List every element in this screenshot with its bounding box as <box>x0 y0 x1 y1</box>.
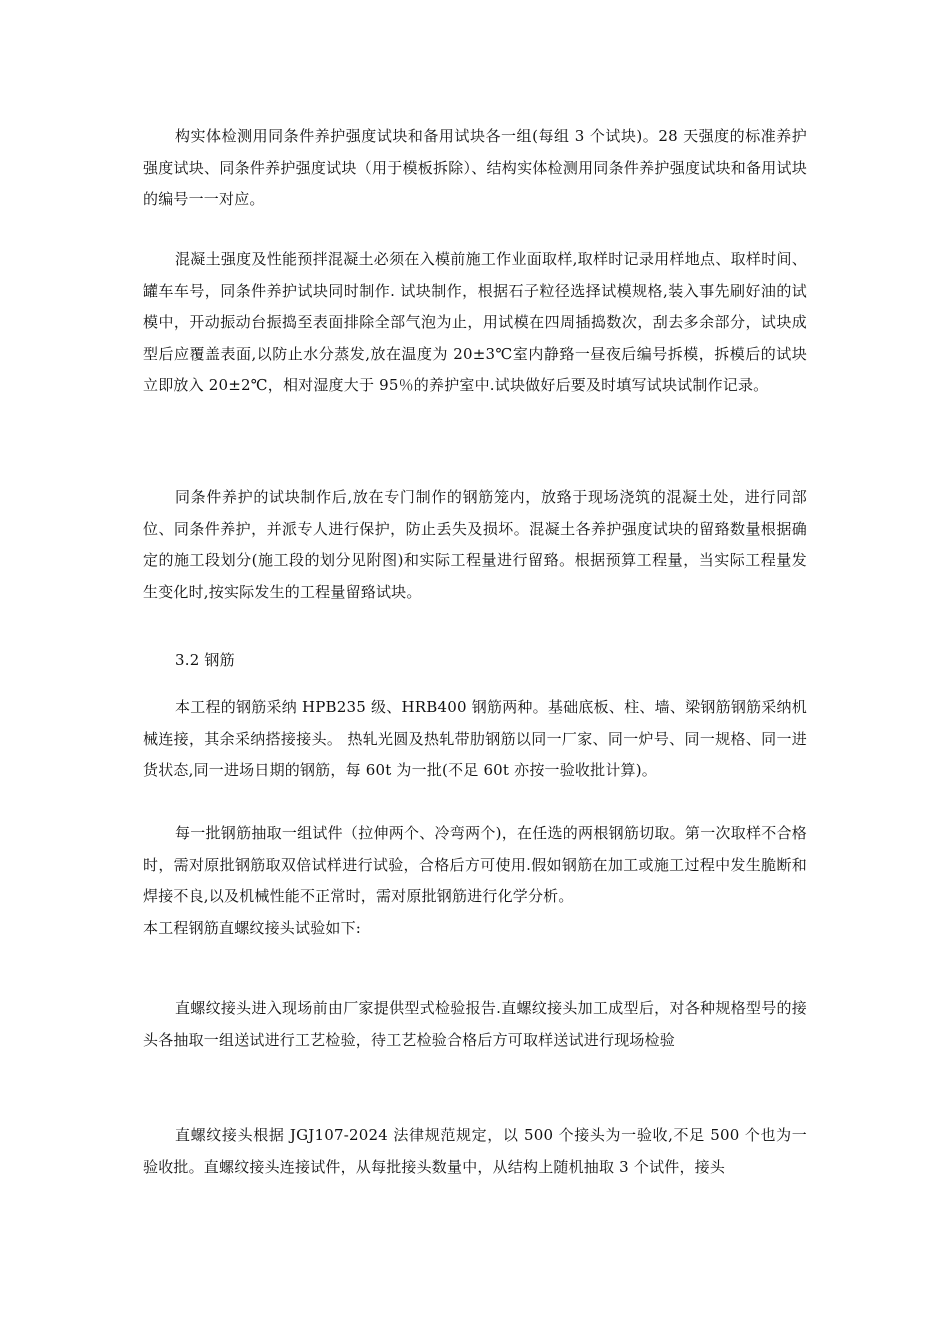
section-heading-rebar: 3.2 钢筋 <box>175 651 235 669</box>
paragraph-rebar-types: 本工程的钢筋采纳 HPB235 级、HRB400 钢筋两种。基础底板、柱、墙、梁钢筋钢筋采纳机械连接，其余采纳搭接接头。 热轧光圆及热轧带肋钢筋以同一厂家、同一炉号、同一规格、同一进货状态,同一进场日期的钢筋，每 60t 为一批(不足 60t 亦按一验收批计算)。 <box>143 698 807 779</box>
paragraph-same-condition-curing: 同条件养护的试块制作后,放在专门制作的钢筋笼内，放臵于现场浇筑的混凝土处，进行同部位、同条件养护，并派专人进行保护，防止丢失及损坏。混凝土各养护强度试块的留臵数量根据确定的施工段划分(施工段的划分见附图)和实际工程量进行留臵。根据预算工程量，当实际工程量发生变化时,按实际发生的工程量留臵试块。 <box>143 488 807 601</box>
paragraph-test-block-numbering: 构实体检测用同条件养护强度试块和备用试块各一组(每组 3 个试块)。28 天强度的标准养护强度试块、同条件养护强度试块（用于模板拆除）、结构实体检测用同条件养护强度试块和备用试块的编号一一对应。 <box>143 127 807 208</box>
paragraph-thread-joint-batch: 直螺纹接头根据 JGJ107-2024 法律规范规定，以 500 个接头为一验收,不足 500 个也为一验收批。直螺纹接头连接试件，从每批接头数量中，从结构上随机抽取 3 个试件，接头 <box>143 1126 807 1176</box>
paragraph-thread-joint-intro: 本工程钢筋直螺纹接头试验如下: <box>143 919 362 937</box>
paragraph-rebar-sampling: 每一批钢筋抽取一组试件（拉伸两个、冷弯两个)，在任选的两根钢筋切取。第一次取样不合格时，需对原批钢筋取双倍试样进行试验，合格后方可使用.假如钢筋在加工或施工过程中发生脆断和焊接不良,以及机械性能不正常时，需对原批钢筋进行化学分析。 <box>143 824 807 905</box>
paragraph-thread-joint-inspection: 直螺纹接头进入现场前由厂家提供型式检验报告.直螺纹接头加工成型后，对各种规格型号的接头各抽取一组送试进行工艺检验，待工艺检验合格后方可取样送试进行现场检验 <box>143 999 807 1049</box>
paragraph-concrete-sampling: 混凝土强度及性能预拌混凝土必须在入模前施工作业面取样,取样时记录用样地点、取样时间、罐车车号，同条件养护试块同时制作. 试块制作，根据石子粒径选择试模规格,装入事先刷好油的试模中，开动振动台振捣至表面排除全部气泡为止，用试模在四周插捣数次，刮去多余部分，试块成型后应覆盖表面,以防止水分蒸发,放在温度为 20±3℃室内静臵一昼夜后编号拆模，拆模后的试块立即放入 20±2℃，相对湿度大于 95％的养护室中.试块做好后要及时填写试块试制作记录。 <box>143 250 807 394</box>
